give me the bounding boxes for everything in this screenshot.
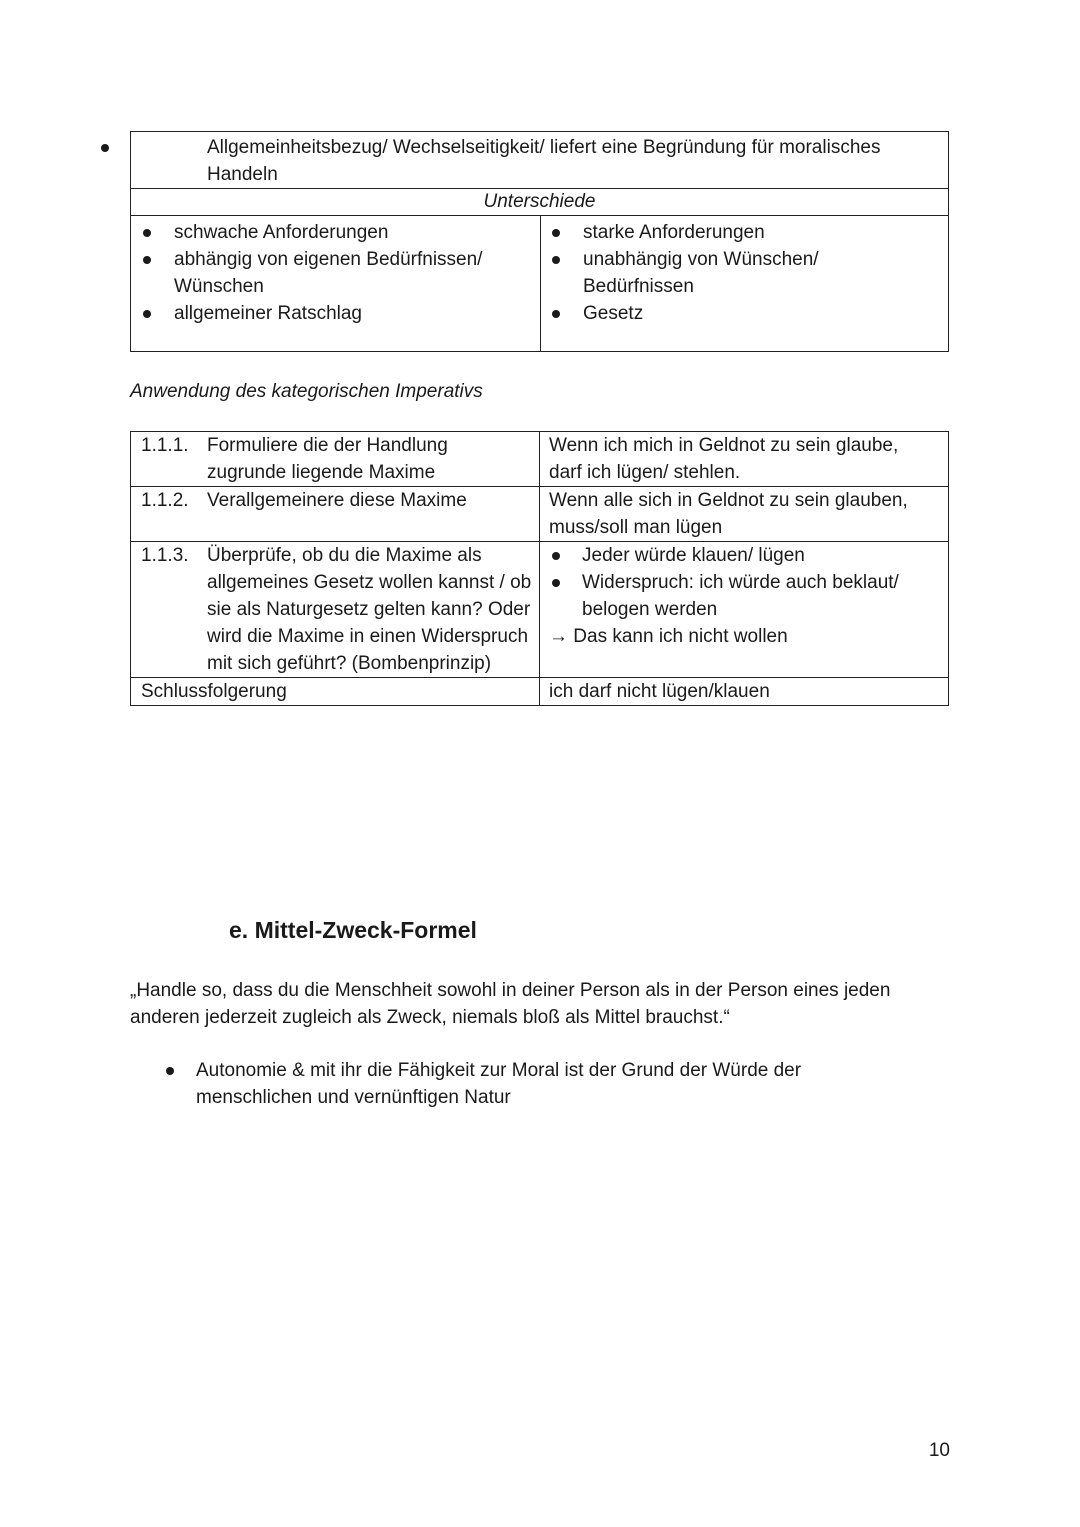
list-item: Autonomie & mit ihr die Fähigkeit zur Moral ist der Grund der Würde der menschlichen und vernünftigen Natur: [130, 1057, 870, 1111]
list-item: unabhängig von Wünschen/ Bedürfnissen: [541, 246, 948, 300]
comparison-top-cell: [131, 132, 949, 189]
conclusion-value: ich darf nicht lügen/klauen: [540, 678, 949, 706]
step-cell: [131, 432, 540, 487]
application-table: [130, 431, 949, 706]
page-number: 10: [928, 1440, 950, 1461]
formula-quote: „Handle so, dass du die Menschheit sowohl in deiner Person als in der Person eines jeden anderen jederzeit zugleich als Zweck, niemals bloß als Mittel brauchst.“: [130, 980, 891, 1028]
differences-header: Unterschiede: [131, 189, 949, 216]
step-number: 1.1.1.: [141, 435, 189, 456]
section-e-heading: e. Mittel-Zweck-Formel: [229, 917, 477, 943]
top-bullet: Allgemeinheitsbezug/ Wechselseitigkeit/ liefert eine Begründung für moralisches Handeln: [131, 134, 948, 188]
step-cell: [131, 487, 540, 542]
step-cell: [131, 542, 540, 678]
list-item: Jeder würde klauen/ lügen: [549, 542, 948, 569]
step-text: Formuliere die der Handlung zugrunde liegende Maxime: [207, 435, 448, 483]
list-item: Gesetz: [541, 300, 948, 327]
answer-text: Wenn alle sich in Geldnot zu sein glauben, muss/soll man lügen: [549, 490, 908, 538]
list-item: Widerspruch: ich würde auch beklaut/ belogen werden: [549, 569, 948, 623]
step-text: Verallgemeinere diese Maxime: [207, 490, 467, 511]
answer-cell: [540, 542, 949, 678]
strong-requirements-cell: [541, 216, 949, 352]
conclusion-label: Schlussfolgerung: [131, 678, 540, 706]
list-item: schwache Anforderungen: [131, 219, 540, 246]
weak-requirements-cell: [131, 216, 541, 352]
answer-cell: [540, 432, 949, 487]
application-heading: Anwendung des kategorischen Imperativs: [130, 381, 483, 402]
step-text: Überprüfe, ob du die Maxime als allgemeines Gesetz wollen kannst / ob sie als Naturgesetz gelten kann? Oder wird die Maxime in einen Widerspruch mit sich geführt? (Bombenprinzip): [207, 545, 532, 674]
answer-cell: [540, 487, 949, 542]
section-e-bullets: [130, 1057, 870, 1111]
answer-text: Wenn ich mich in Geldnot zu sein glaube, darf ich lügen/ stehlen.: [549, 435, 899, 483]
step-number: 1.1.3.: [141, 545, 189, 566]
step-number: 1.1.2.: [141, 490, 189, 511]
list-item: starke Anforderungen: [541, 219, 948, 246]
answer-conclusion: → Das kann ich nicht wollen: [549, 626, 788, 647]
list-item: allgemeiner Ratschlag: [131, 300, 540, 327]
list-item: abhängig von eigenen Bedürfnissen/ Wünschen: [131, 246, 540, 300]
comparison-table: [130, 131, 949, 352]
